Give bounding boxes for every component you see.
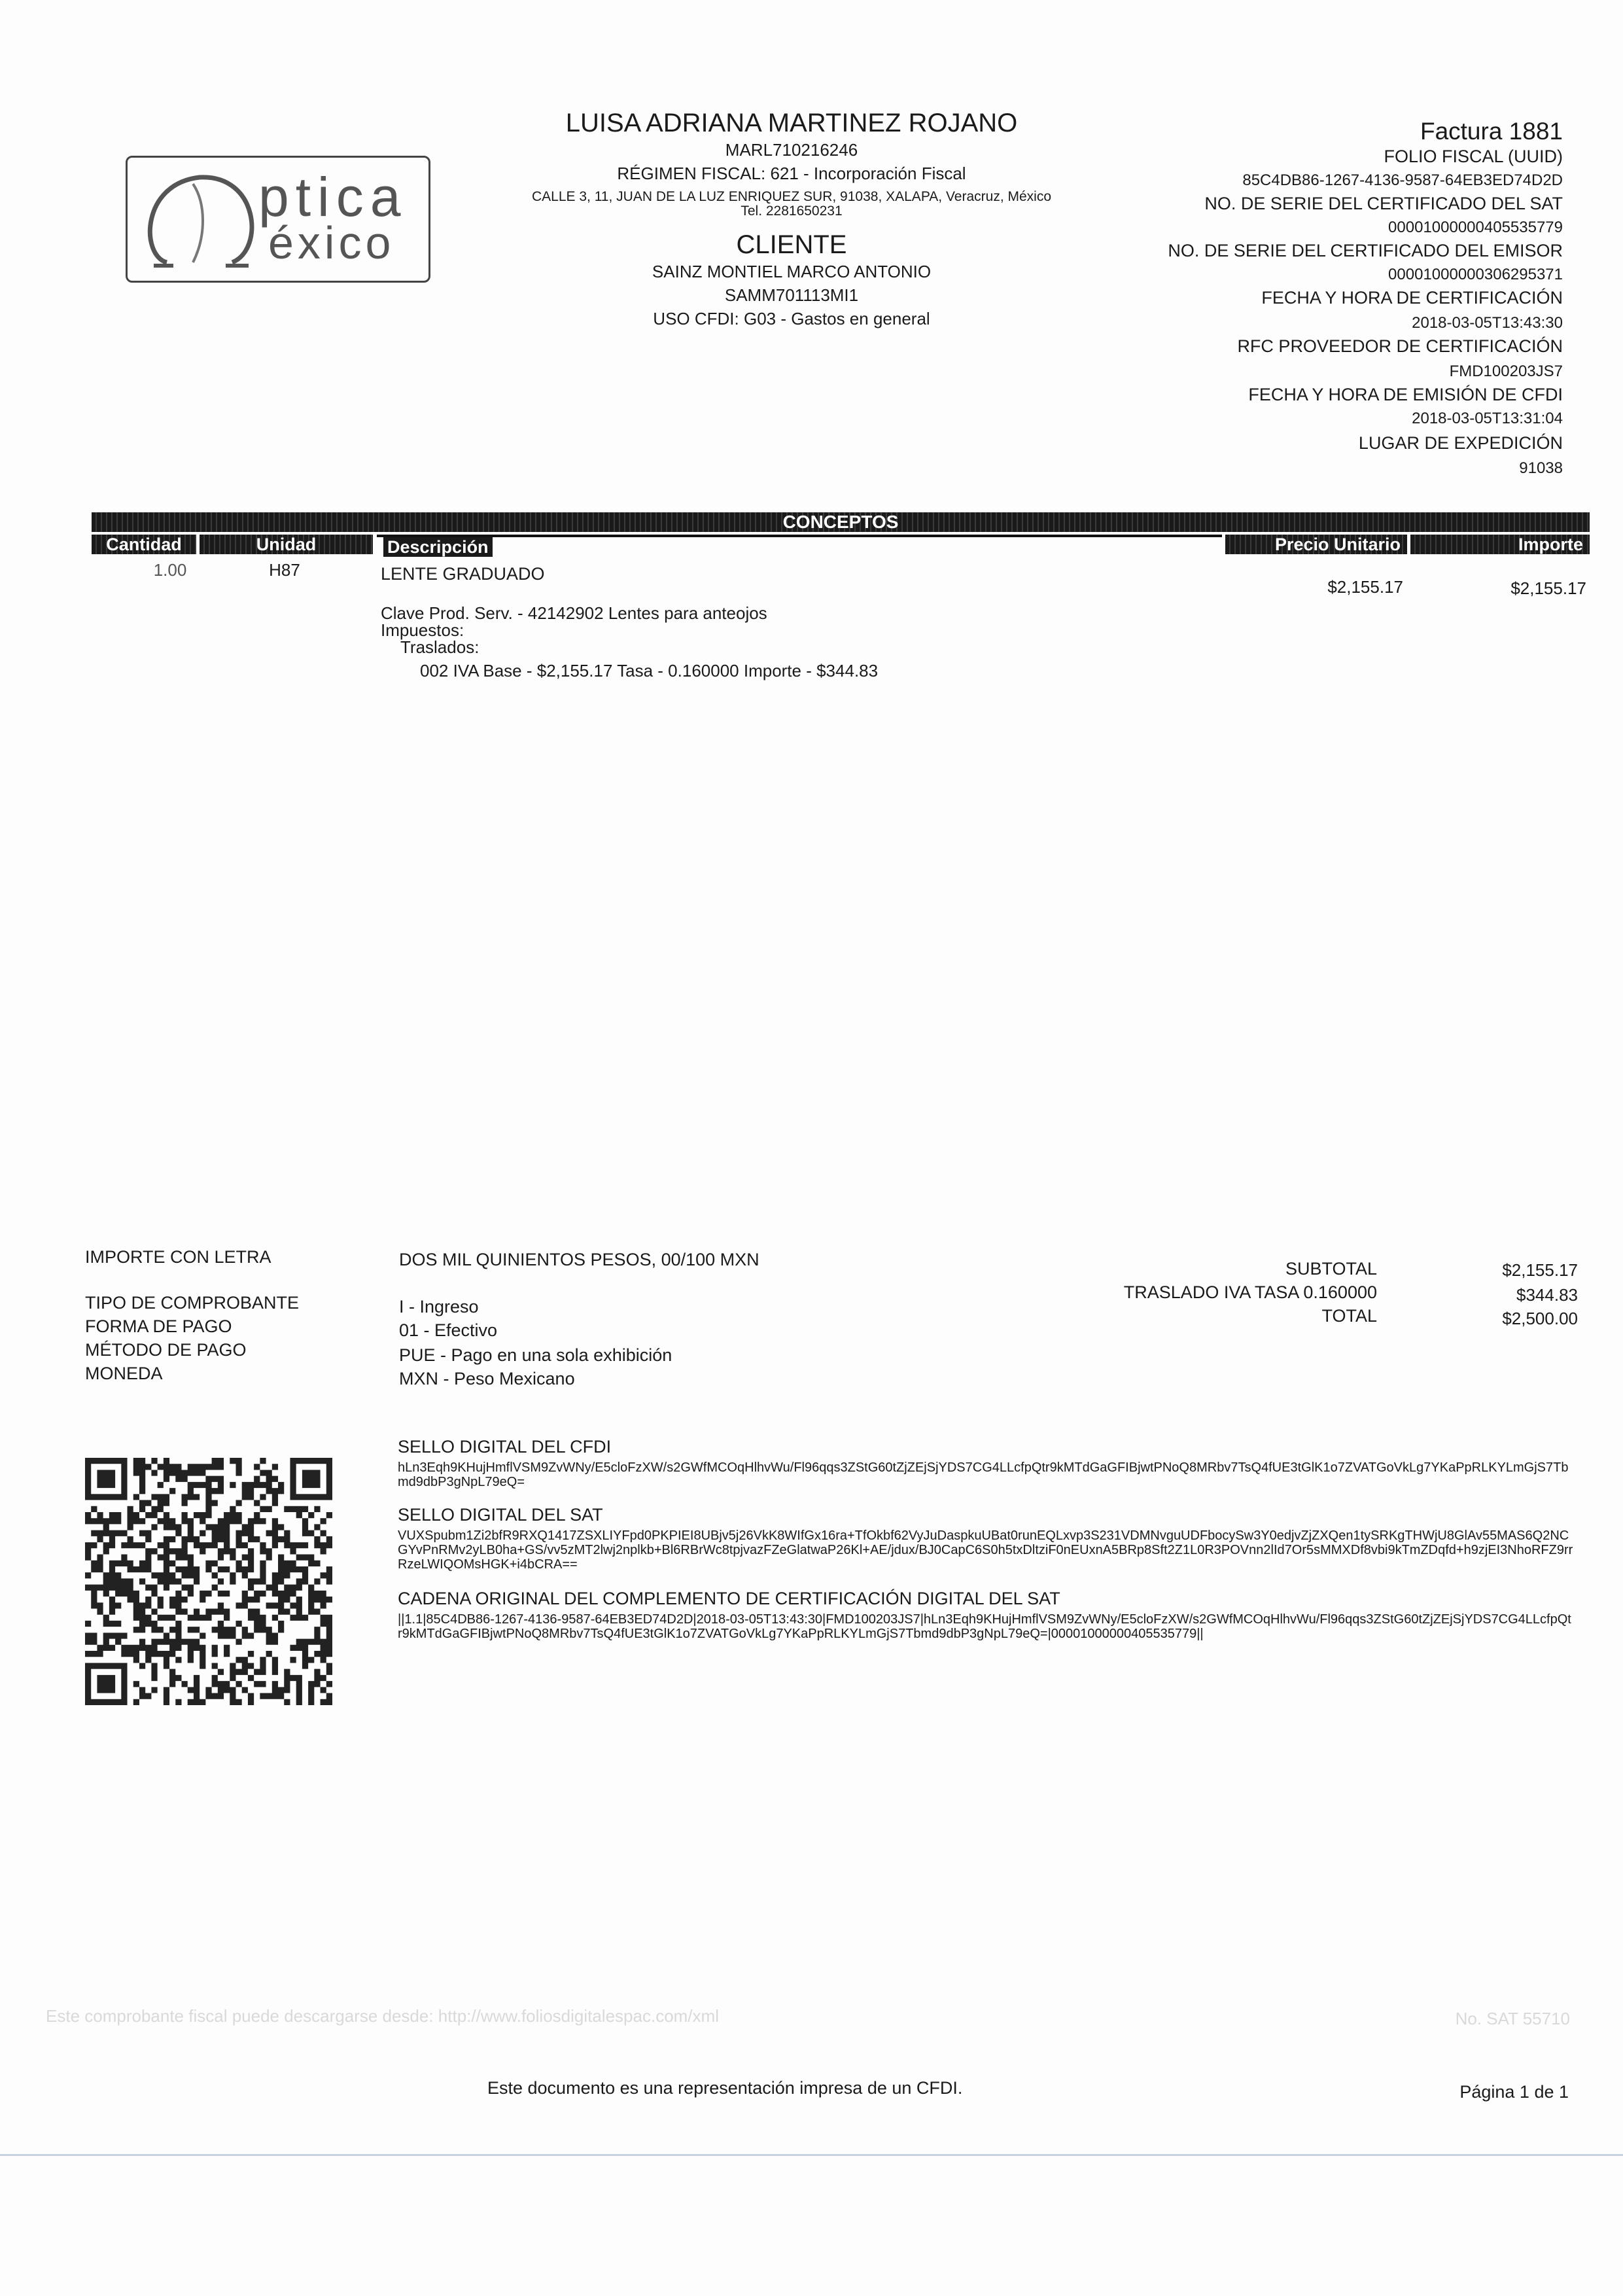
subtotal-label: SUBTOTAL — [1285, 1259, 1377, 1279]
folio-value: 85C4DB86-1267-4136-9587-64EB3ED74D2D — [1242, 171, 1563, 189]
moneda-label: MONEDA — [85, 1364, 163, 1383]
iva-value: $344.83 — [1516, 1285, 1578, 1305]
row-importe: $2,155.17 — [1510, 578, 1586, 598]
metodo-label: MÉTODO DE PAGO — [85, 1340, 247, 1360]
cert-date-label: FECHA Y HORA DE CERTIFICACIÓN — [1261, 288, 1563, 308]
conceptos-heading: CONCEPTOS — [782, 512, 899, 532]
emitter-address: CALLE 3, 11, JUAN DE LA LUZ ENRIQUEZ SUR, 91038, XALAPA, Veracruz, México — [531, 189, 1052, 204]
emitter-name: LUISA ADRIANA MARTINEZ ROJANO — [565, 109, 1018, 137]
row-clave: Clave Prod. Serv. - 42142902 Lentes para anteojos — [381, 603, 767, 623]
cert-sat-label: NO. DE SERIE DEL CERTIFICADO DEL SAT — [1204, 194, 1563, 213]
sello-cfdi-value: hLn3Eqh9KHujHmflVSM9ZvWNy/E5cloFzXW/s2GWfMCOqHlhvWu/Fl96qqs3ZStG60tZjZEjSjYDS7CG4LLcfpQtr9kMTdGaGFIBjwtPNoQ8MRbv7TsQ4fUE3tGlK1o7ZVATGoVkLg7YKaPpRLKYLmGjS7Tbmd9dbP3gNpL79eQ= — [398, 1460, 1569, 1489]
invoice-title: Factura 1881 — [1420, 118, 1563, 145]
client-uso-cfdi: USO CFDI: G03 - Gastos en general — [653, 309, 930, 328]
emision-value: 2018-03-05T13:31:04 — [1412, 410, 1563, 427]
sello-sat-label: SELLO DIGITAL DEL SAT — [398, 1505, 603, 1525]
lugar-label: LUGAR DE EXPEDICIÓN — [1358, 433, 1563, 453]
optica-mexico-logo — [126, 156, 430, 283]
row-descripcion: LENTE GRADUADO — [381, 564, 545, 584]
forma-value: 01 - Efectivo — [399, 1320, 498, 1340]
sello-sat-value: VUXSpubm1Zi2bfR9RXQ1417ZSXLIYFpd0PKPIEI8UBjv5j26VkK8WIfGx16ra+TfOkbf62VyJuDaspkuUBat0runEQLxvp3S231VDMNvguUDFbocySw3Y0edjvZjZXQen1tySRKgTHWjU8GlAv55MAS6Q2NCGYvPnRMv2yLB0ha+GS/vv5zMT2lwj2nplkb+Bl6RBrWc8tpjvazFZeGlatwaP26Kl+AE/jdux/BJ0CapC6S0h5txDltziF0nEUxnA5BRp8Sft2Z1L0R3POVnn2lId7Or5sMMXDf8vbi9kTmZDqfd+h9zjEI3NhoRFZ9rrRzeLWIQOMsHGK+i4bCRA== — [398, 1528, 1573, 1572]
total-value: $2,500.00 — [1502, 1309, 1578, 1328]
lugar-value: 91038 — [1519, 459, 1563, 477]
emitter-rfc: MARL710216246 — [725, 140, 858, 160]
col-importe: Importe — [1410, 535, 1590, 554]
rfc-prov-label: RFC PROVEEDOR DE CERTIFICACIÓN — [1237, 336, 1563, 356]
client-name: SAINZ MONTIEL MARCO ANTONIO — [652, 262, 932, 281]
logo-text-bottom: éxico — [268, 217, 395, 268]
scan-edge-divider — [0, 2154, 1623, 2156]
row-impuestos: Impuestos: — [381, 620, 464, 640]
importe-letra-value: DOS MIL QUINIENTOS PESOS, 00/100 MXN — [399, 1250, 759, 1269]
footer-note: Este documento es una representación impresa de un CFDI. — [487, 2078, 963, 2098]
col-descripcion: Descripción — [377, 535, 1222, 554]
row-cantidad: 1.00 — [153, 560, 187, 580]
iva-label: TRASLADO IVA TASA 0.160000 — [1123, 1282, 1377, 1302]
col-cantidad: Cantidad — [92, 535, 196, 554]
logo-text-top: ptica — [258, 166, 408, 228]
row-traslados: Traslados: — [400, 637, 480, 657]
cadena-value: ||1.1|85C4DB86-1267-4136-9587-64EB3ED74D2D|2018-03-05T13:43:30|FMD100203JS7|hLn3Eqh9KHujHmflVSM9ZvWNy/E5cloFzXW/s2GWfMCOqHlhvWu/Fl96qqs3ZStG60tZjZEjSjYDS7CG4LLcfpQtr9kMTdGaGFIBjwtPNoQ8MRbv7TsQ4fUE3tGlK1o7ZVATGoVkLg7YKaPpRLKYLmGjS7Tbmd9dbP3gNpL79eQ=|00001000000405535779|| — [398, 1612, 1571, 1641]
client-rfc: SAMM701113MI1 — [724, 285, 859, 305]
cert-emisor-value: 00001000000306295371 — [1388, 266, 1563, 283]
sello-cfdi-label: SELLO DIGITAL DEL CFDI — [398, 1437, 612, 1457]
cadena-label: CADENA ORIGINAL DEL COMPLEMENTO DE CERTIFICACIÓN DIGITAL DEL SAT — [398, 1589, 1060, 1608]
cert-emisor-label: NO. DE SERIE DEL CERTIFICADO DEL EMISOR — [1168, 241, 1563, 260]
cert-sat-value: 00001000000405535779 — [1388, 219, 1563, 236]
rfc-prov-value: FMD100203JS7 — [1449, 362, 1563, 380]
emitter-phone: Tel. 2281650231 — [741, 203, 843, 219]
col-unidad: Unidad — [200, 535, 373, 554]
tipo-value: I - Ingreso — [399, 1297, 479, 1316]
row-iva: 002 IVA Base - $2,155.17 Tasa - 0.160000 Importe - $344.83 — [420, 661, 879, 680]
col-precio-unitario: Precio Unitario — [1225, 535, 1407, 554]
forma-label: FORMA DE PAGO — [85, 1316, 232, 1336]
folio-label: FOLIO FISCAL (UUID) — [1384, 147, 1563, 166]
row-unidad: H87 — [269, 560, 300, 580]
emision-label: FECHA Y HORA DE EMISIÓN DE CFDI — [1248, 385, 1563, 404]
footer-faint-url: Este comprobante fiscal puede descargarse desde: http://www.foliosdigitalespac.com/xml — [46, 2006, 719, 2026]
total-label: TOTAL — [1321, 1306, 1377, 1326]
page-number: Página 1 de 1 — [1459, 2082, 1569, 2102]
subtotal-value: $2,155.17 — [1502, 1260, 1578, 1280]
footer-faint-sat: No. SAT 55710 — [1455, 2009, 1570, 2028]
emitter-regime: RÉGIMEN FISCAL: 621 - Incorporación Fiscal — [617, 164, 966, 183]
row-precio-unitario: $2,155.17 — [1327, 577, 1403, 597]
importe-letra-label: IMPORTE CON LETRA — [85, 1247, 271, 1267]
tipo-label: TIPO DE COMPROBANTE — [85, 1293, 300, 1313]
metodo-value: PUE - Pago en una sola exhibición — [399, 1345, 672, 1365]
cert-date-value: 2018-03-05T13:43:30 — [1412, 314, 1563, 332]
client-heading: CLIENTE — [736, 230, 847, 259]
conceptos-bar — [92, 512, 1590, 532]
moneda-value: MXN - Peso Mexicano — [399, 1369, 575, 1388]
qr-code-icon — [85, 1456, 332, 1707]
